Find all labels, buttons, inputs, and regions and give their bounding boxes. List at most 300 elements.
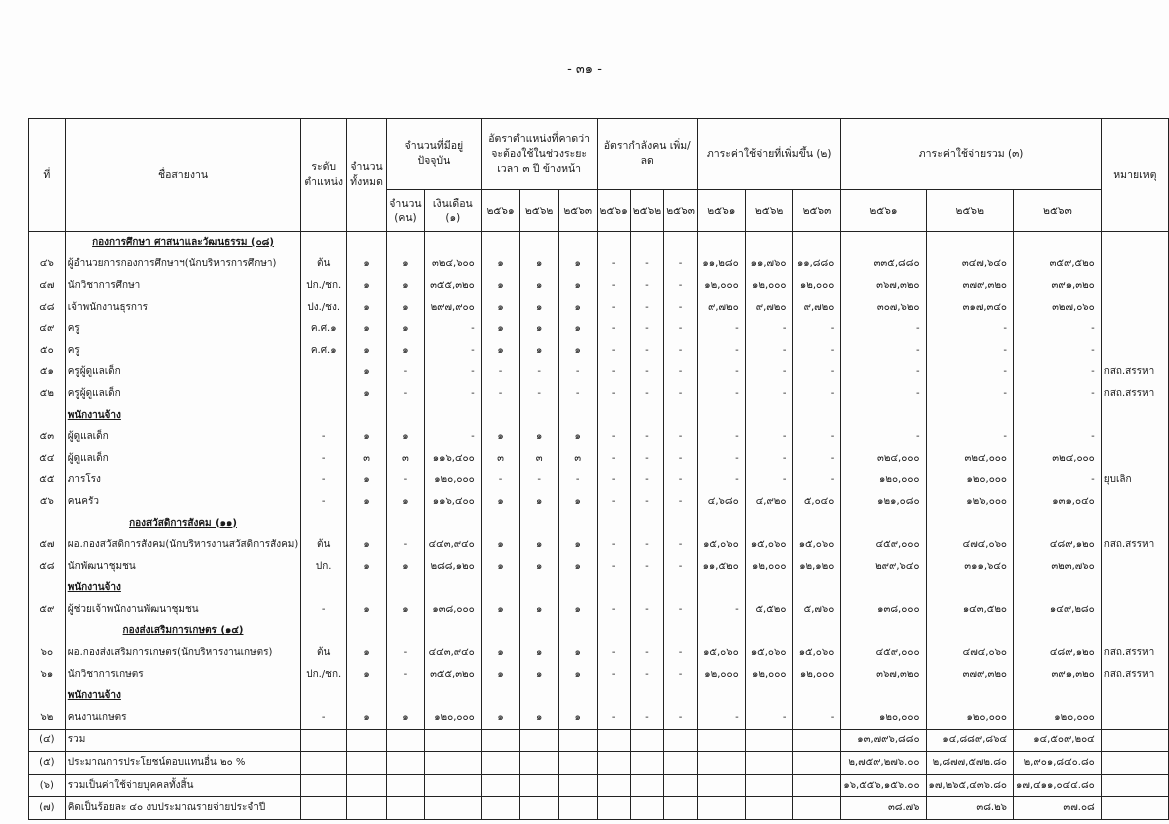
position-level: - [301, 707, 347, 729]
table-row [29, 513, 1169, 535]
position-name: ผู้ช่วยเจ้าพนักงานพัฒนาชุมชน [65, 599, 301, 621]
total-cost-y1: - [841, 362, 926, 384]
increase-y3: ๑๕,๐๖๐ [793, 534, 841, 556]
position-name: ผู้ดูแลเด็ก [65, 448, 301, 470]
change-y3: - [664, 275, 698, 297]
row-number: ๔๗ [29, 275, 66, 297]
total-cost-y3: - [1014, 362, 1102, 384]
empty-cell [597, 513, 630, 535]
empty-cell [697, 405, 745, 427]
empty-cell [424, 513, 481, 535]
summary-total-y3: ๒,๙๐๑,๘๔๐.๘๐ [1014, 752, 1102, 775]
total-cost-y3: ๔๘๙,๑๒๐ [1014, 534, 1102, 556]
empty-cell [386, 405, 424, 427]
summary-total-y1: ๓๘.๗๖ [841, 797, 926, 820]
empty-cell [301, 621, 347, 643]
empty-cell [520, 685, 559, 707]
change-y1: - [597, 275, 630, 297]
increase-y1: ๔,๖๘๐ [697, 491, 745, 513]
current-salary: ๑๒๐,๐๐๐ [424, 707, 481, 729]
change-y2: - [630, 254, 663, 276]
increase-y2: - [745, 448, 793, 470]
empty-cell [793, 774, 841, 797]
empty-cell [386, 752, 424, 775]
total-cost-y3: ๓๒๓,๗๖๐ [1014, 556, 1102, 578]
total-count: ๑ [347, 383, 387, 405]
forecast-y2: ๑ [520, 707, 559, 729]
increase-y2: - [745, 426, 793, 448]
total-cost-y1: ๔๕๙,๐๐๐ [841, 534, 926, 556]
position-name: นักวิชาการเกษตร [65, 664, 301, 686]
empty-cell [558, 797, 597, 820]
header-current-count: จำนวน (คน) [386, 190, 424, 232]
change-y3: - [664, 664, 698, 686]
total-cost-y2: ๔๗๔,๐๖๐ [926, 534, 1013, 556]
table-row [29, 448, 1169, 470]
summary-total-y2: ๑๗,๒๖๕,๔๓๖.๘๐ [926, 774, 1013, 797]
summary-label: คิดเป็นร้อยละ ๔๐ งบประมาณรายจ่ายประจำปี [65, 797, 301, 820]
empty-cell [424, 752, 481, 775]
empty-cell [481, 513, 520, 535]
empty-cell [481, 405, 520, 427]
change-y1: - [597, 297, 630, 319]
current-salary: ๔๔๓,๙๔๐ [424, 534, 481, 556]
empty-cell [1014, 578, 1102, 600]
total-cost-y3: - [1014, 318, 1102, 340]
increase-y1: - [697, 707, 745, 729]
position-name: ภารโรง [65, 470, 301, 492]
current-count: ๑ [386, 556, 424, 578]
position-level: - [301, 470, 347, 492]
empty-cell [597, 752, 630, 775]
row-number: ๕๖ [29, 491, 66, 513]
total-count: ๑ [347, 556, 387, 578]
header-remark: หมายเหตุ [1101, 119, 1168, 232]
remark: ยุบเลิก [1101, 470, 1168, 492]
table-row [29, 491, 1169, 513]
empty-cell [347, 774, 387, 797]
increase-y2: - [745, 383, 793, 405]
increase-y3: - [793, 707, 841, 729]
header-forecast: อัตราตำแหน่งที่คาดว่าจะต้องใช้ในช่วงระยะเวลา ๓ ปี ข้างหน้า [481, 119, 597, 190]
table-row [29, 405, 1169, 427]
current-count: ๑ [386, 707, 424, 729]
change-y3: - [664, 470, 698, 492]
total-cost-y2: - [926, 362, 1013, 384]
empty-cell [793, 685, 841, 707]
total-cost-y1: ๓๖๗,๓๒๐ [841, 275, 926, 297]
empty-cell [29, 685, 66, 707]
table-row [29, 383, 1169, 405]
total-cost-y2: ๑๒๖,๐๐๐ [926, 491, 1013, 513]
empty-cell [481, 752, 520, 775]
empty-cell [597, 685, 630, 707]
total-cost-y2: ๑๒๐,๐๐๐ [926, 707, 1013, 729]
increase-y1: - [697, 448, 745, 470]
section-heading: กองการศึกษา ศาสนาและวัฒนธรรม (๐๘) [65, 232, 301, 254]
position-level: ปก. [301, 556, 347, 578]
empty-cell [597, 578, 630, 600]
empty-cell [386, 232, 424, 254]
remark [1101, 275, 1168, 297]
increase-y1: ๑๕,๐๖๐ [697, 642, 745, 664]
section-heading: กองส่งเสริมการเกษตร (๑๔) [65, 621, 301, 643]
empty-cell [558, 774, 597, 797]
increase-y3: ๙,๗๒๐ [793, 297, 841, 319]
header-year: ๒๕๖๑ [697, 190, 745, 232]
empty-cell [481, 621, 520, 643]
empty-cell [558, 513, 597, 535]
current-count: - [386, 664, 424, 686]
summary-row [29, 797, 1169, 820]
empty-cell [664, 774, 698, 797]
summary-label: รวมเป็นค่าใช้จ่ายบุคคลทั้งสิ้น [65, 774, 301, 797]
total-cost-y1: ๓๐๗,๖๒๐ [841, 297, 926, 319]
change-y2: - [630, 534, 663, 556]
increase-y3: ๑๑,๘๘๐ [793, 254, 841, 276]
total-cost-y2: - [926, 426, 1013, 448]
forecast-y2: ๑ [520, 642, 559, 664]
increase-y2: - [745, 707, 793, 729]
total-count: ๑ [347, 275, 387, 297]
empty-cell [793, 729, 841, 752]
empty-cell [697, 685, 745, 707]
header-total: จำนวนทั้งหมด [347, 119, 387, 232]
empty-cell [664, 685, 698, 707]
remark [1101, 297, 1168, 319]
change-y1: - [597, 556, 630, 578]
empty-cell [630, 752, 663, 775]
position-level [301, 362, 347, 384]
summary-total-y3: ๑๗,๔๑๑,๐๔๔.๘๐ [1014, 774, 1102, 797]
empty-cell [745, 752, 793, 775]
row-number: ๕๓ [29, 426, 66, 448]
empty-cell [1014, 513, 1102, 535]
total-count: ๑ [347, 426, 387, 448]
total-cost-y1: ๑๒๑,๐๘๐ [841, 491, 926, 513]
empty-cell [664, 405, 698, 427]
forecast-y2: - [520, 470, 559, 492]
header-change: อัตรากำลังคน เพิ่ม/ลด [597, 119, 697, 190]
total-cost-y3: - [1014, 470, 1102, 492]
increase-y2: - [745, 470, 793, 492]
total-count: ๑ [347, 470, 387, 492]
table-row [29, 297, 1169, 319]
empty-cell [424, 729, 481, 752]
forecast-y2: ๑ [520, 556, 559, 578]
total-count: ๑ [347, 491, 387, 513]
forecast-y2: - [520, 383, 559, 405]
remark [1101, 318, 1168, 340]
remark [1101, 599, 1168, 621]
summary-total-y3: ๑๔,๕๐๙,๒๐๔ [1014, 729, 1102, 752]
position-level: ปก./ชก. [301, 275, 347, 297]
change-y1: - [597, 340, 630, 362]
increase-y1: - [697, 470, 745, 492]
current-salary: ๔๔๓,๙๔๐ [424, 642, 481, 664]
current-count: ๓ [386, 448, 424, 470]
empty-cell [1101, 621, 1168, 643]
change-y1: - [597, 534, 630, 556]
remark [1101, 448, 1168, 470]
change-y1: - [597, 448, 630, 470]
position-level: - [301, 491, 347, 513]
current-count: - [386, 362, 424, 384]
empty-cell [745, 797, 793, 820]
empty-cell [793, 621, 841, 643]
forecast-y2: ๑ [520, 534, 559, 556]
total-cost-y3: ๓๒๗,๐๖๐ [1014, 297, 1102, 319]
header-year: ๒๕๖๑ [597, 190, 630, 232]
forecast-y2: ๓ [520, 448, 559, 470]
increase-y2: ๑๒,๐๐๐ [745, 664, 793, 686]
row-number: ๔๘ [29, 297, 66, 319]
change-y1: - [597, 362, 630, 384]
empty-cell [630, 513, 663, 535]
header-name: ชื่อสายงาน [65, 119, 301, 232]
header-year: ๒๕๖๒ [745, 190, 793, 232]
forecast-y3: ๑ [558, 556, 597, 578]
position-name: ครูผู้ดูแลเด็ก [65, 383, 301, 405]
current-count: ๑ [386, 599, 424, 621]
remark [1101, 426, 1168, 448]
empty-cell [386, 621, 424, 643]
increase-y1: ๑๑,๕๒๐ [697, 556, 745, 578]
forecast-y1: ๑ [481, 340, 520, 362]
empty-cell [1101, 774, 1168, 797]
total-cost-y2: ๔๗๔,๐๖๐ [926, 642, 1013, 664]
empty-cell [597, 797, 630, 820]
total-cost-y2: ๓๗๙,๓๒๐ [926, 664, 1013, 686]
current-salary: ๑๒๐,๐๐๐ [424, 470, 481, 492]
empty-cell [520, 232, 559, 254]
table-row [29, 470, 1169, 492]
increase-y3: ๑๒,๑๒๐ [793, 556, 841, 578]
position-name: ครู [65, 318, 301, 340]
empty-cell [481, 232, 520, 254]
forecast-y3: ๑ [558, 318, 597, 340]
position-name: เจ้าพนักงานธุรการ [65, 297, 301, 319]
empty-cell [558, 232, 597, 254]
table-row [29, 318, 1169, 340]
row-number: ๕๒ [29, 383, 66, 405]
empty-cell [386, 578, 424, 600]
empty-cell [29, 405, 66, 427]
empty-cell [386, 513, 424, 535]
table-row [29, 362, 1169, 384]
empty-cell [347, 513, 387, 535]
change-y2: - [630, 448, 663, 470]
empty-cell [926, 621, 1013, 643]
empty-cell [481, 774, 520, 797]
change-y1: - [597, 254, 630, 276]
forecast-y1: ๑ [481, 275, 520, 297]
change-y1: - [597, 470, 630, 492]
empty-cell [630, 774, 663, 797]
change-y1: - [597, 426, 630, 448]
empty-cell [793, 752, 841, 775]
empty-cell [29, 232, 66, 254]
total-cost-y1: ๒๙๙,๖๔๐ [841, 556, 926, 578]
table-body [29, 232, 1169, 820]
empty-cell [386, 685, 424, 707]
empty-cell [1014, 232, 1102, 254]
summary-row [29, 774, 1169, 797]
empty-cell [841, 621, 926, 643]
empty-cell [301, 685, 347, 707]
table-row [29, 254, 1169, 276]
row-number: ๕๔ [29, 448, 66, 470]
empty-cell [347, 685, 387, 707]
total-count: ๑ [347, 534, 387, 556]
change-y2: - [630, 707, 663, 729]
total-count: ๑ [347, 254, 387, 276]
total-cost-y3: ๑๒๐,๐๐๐ [1014, 707, 1102, 729]
current-count: ๑ [386, 426, 424, 448]
empty-cell [630, 405, 663, 427]
empty-cell [29, 513, 66, 535]
empty-cell [745, 513, 793, 535]
forecast-y3: ๑ [558, 297, 597, 319]
header-total-cost: ภาระค่าใช้จ่ายรวม (๓) [841, 119, 1101, 190]
empty-cell [1101, 405, 1168, 427]
forecast-y3: ๑ [558, 707, 597, 729]
forecast-y1: ๑ [481, 426, 520, 448]
total-cost-y3: ๑๓๑,๐๔๐ [1014, 491, 1102, 513]
empty-cell [386, 797, 424, 820]
change-y1: - [597, 664, 630, 686]
empty-cell [1101, 729, 1168, 752]
empty-cell [697, 797, 745, 820]
increase-y3: ๕,๗๖๐ [793, 599, 841, 621]
forecast-y3: ๑ [558, 599, 597, 621]
current-salary: ๒๘๘,๑๒๐ [424, 556, 481, 578]
empty-cell [926, 685, 1013, 707]
total-cost-y2: ๓๒๔,๐๐๐ [926, 448, 1013, 470]
table-row [29, 275, 1169, 297]
empty-cell [597, 621, 630, 643]
empty-cell [697, 513, 745, 535]
empty-cell [793, 513, 841, 535]
empty-cell [664, 729, 698, 752]
change-y3: - [664, 254, 698, 276]
empty-cell [301, 232, 347, 254]
empty-cell [630, 797, 663, 820]
change-y2: - [630, 491, 663, 513]
empty-cell [558, 685, 597, 707]
empty-cell [558, 621, 597, 643]
header-year: ๒๕๖๓ [664, 190, 698, 232]
change-y1: - [597, 599, 630, 621]
empty-cell [424, 797, 481, 820]
forecast-y1: ๑ [481, 599, 520, 621]
change-y3: - [664, 340, 698, 362]
total-cost-y1: - [841, 318, 926, 340]
position-level: ค.ศ.๑ [301, 340, 347, 362]
increase-y3: - [793, 426, 841, 448]
page-number: - ๓๑ - [567, 62, 602, 77]
remark: กสถ.สรรหา [1101, 642, 1168, 664]
empty-cell [1101, 232, 1168, 254]
increase-y3: - [793, 318, 841, 340]
change-y2: - [630, 599, 663, 621]
current-count: ๑ [386, 275, 424, 297]
summary-total-y1: ๒,๗๕๙,๒๗๖.๐๐ [841, 752, 926, 775]
change-y2: - [630, 426, 663, 448]
empty-cell [630, 232, 663, 254]
change-y1: - [597, 318, 630, 340]
position-level: ต้น [301, 254, 347, 276]
position-level: - [301, 448, 347, 470]
current-count: ๑ [386, 297, 424, 319]
total-cost-y1: ๑๒๐,๐๐๐ [841, 707, 926, 729]
subsection-heading: พนักงานจ้าง [65, 578, 301, 600]
forecast-y3: - [558, 362, 597, 384]
increase-y2: ๑๒,๐๐๐ [745, 275, 793, 297]
empty-cell [558, 578, 597, 600]
change-y3: - [664, 383, 698, 405]
empty-cell [1101, 685, 1168, 707]
increase-y1: - [697, 362, 745, 384]
summary-row [29, 729, 1169, 752]
change-y3: - [664, 297, 698, 319]
total-cost-y2: ๓๑๗,๓๔๐ [926, 297, 1013, 319]
forecast-y1: ๑ [481, 556, 520, 578]
empty-cell [481, 685, 520, 707]
forecast-y3: ๑ [558, 275, 597, 297]
total-cost-y2: ๑๒๐,๐๐๐ [926, 470, 1013, 492]
empty-cell [597, 774, 630, 797]
total-cost-y1: - [841, 383, 926, 405]
remark [1101, 556, 1168, 578]
change-y2: - [630, 556, 663, 578]
empty-cell [301, 578, 347, 600]
row-number: ๔๙ [29, 318, 66, 340]
empty-cell [745, 405, 793, 427]
empty-cell [841, 685, 926, 707]
change-y1: - [597, 491, 630, 513]
summary-label: ประมาณการประโยชน์ตอบแทนอื่น ๒๐ % [65, 752, 301, 775]
empty-cell [1101, 578, 1168, 600]
position-name: ผอ.กองส่งเสริมการเกษตร(นักบริหารงานเกษตร) [65, 642, 301, 664]
change-y2: - [630, 383, 663, 405]
total-cost-y1: - [841, 426, 926, 448]
change-y3: - [664, 491, 698, 513]
total-cost-y3: ๓๒๔,๐๐๐ [1014, 448, 1102, 470]
increase-y3: - [793, 383, 841, 405]
empty-cell [745, 232, 793, 254]
forecast-y1: ๑ [481, 297, 520, 319]
change-y2: - [630, 470, 663, 492]
summary-total-y1: ๑๓,๗๙๖,๘๘๐ [841, 729, 926, 752]
forecast-y3: ๓ [558, 448, 597, 470]
change-y2: - [630, 664, 663, 686]
table-row [29, 232, 1169, 254]
forecast-y2: ๑ [520, 599, 559, 621]
total-cost-y3: ๔๘๙,๑๒๐ [1014, 642, 1102, 664]
header-year: ๒๕๖๒ [926, 190, 1013, 232]
forecast-y1: ๓ [481, 448, 520, 470]
empty-cell [481, 578, 520, 600]
empty-cell [664, 621, 698, 643]
table-row [29, 621, 1169, 643]
row-number: ๖๒ [29, 707, 66, 729]
change-y3: - [664, 362, 698, 384]
empty-cell [697, 578, 745, 600]
row-number: ๔๖ [29, 254, 66, 276]
forecast-y1: - [481, 470, 520, 492]
remark [1101, 707, 1168, 729]
